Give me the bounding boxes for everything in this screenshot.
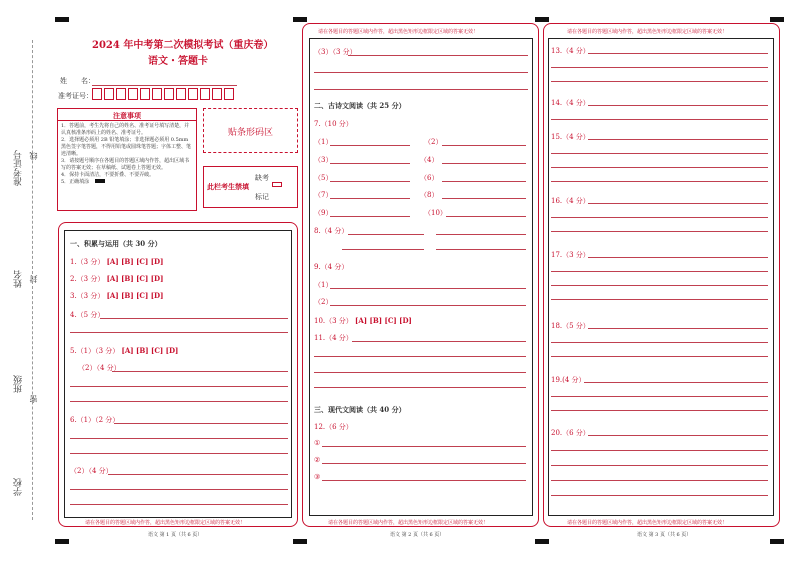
q6a: 6.（1）（2 分） [70,416,120,424]
q-3: （3）（3 分） [314,48,357,56]
answer-line[interactable] [551,342,768,343]
notice-title: 注意事项 [113,111,141,120]
q12-2-label: ② [314,456,321,464]
position-mark [770,17,784,22]
q7-10-label: （10） [424,209,447,217]
answer-line[interactable] [551,495,768,496]
warning-bottom-2: 请在各题目的答题区域内作答，超出黑色矩形边框限定区域的答案无效！ [328,520,489,526]
q1[interactable]: 1.（3 分） [A] [B] [C] [D] [70,257,164,266]
answer-line[interactable] [70,401,288,402]
q17: 17.（3 分） [551,251,590,259]
q5b: （2）（4 分） [78,364,121,372]
q9: 9.（4 分） [314,263,349,271]
answer-line[interactable] [551,167,768,168]
q7-3-label: （3） [314,156,333,164]
answer-line[interactable] [70,453,288,454]
answer-line[interactable] [584,382,768,383]
answer-line[interactable] [70,438,288,439]
answer-line[interactable] [551,396,768,397]
q7-2-label: （2） [424,138,443,146]
absent-checkbox[interactable] [272,182,282,187]
q11: 11.（4 分） [314,334,353,342]
answer-line[interactable] [70,386,288,387]
answer-line[interactable] [330,198,410,199]
answer-line[interactable] [588,139,768,140]
notice-list [61,123,193,186]
answer-frame-3 [548,38,774,516]
answer-line[interactable] [588,328,768,329]
answer-line[interactable] [551,299,768,300]
sidebar-class: 班级 [14,375,24,393]
position-mark [770,539,784,544]
q15: 15.（4 分） [551,133,590,141]
answer-line[interactable] [70,504,288,505]
q7-5-label: （5） [314,174,333,182]
q7-1-label: （1） [314,138,333,146]
answer-line[interactable] [442,198,526,199]
answer-line[interactable] [352,341,526,342]
answer-line[interactable] [551,271,768,272]
answer-line[interactable] [551,217,768,218]
sidebar-line: 线 [29,152,38,160]
filled-sample-icon [95,179,105,183]
answer-line[interactable] [446,216,526,217]
position-mark [535,17,549,22]
answer-line[interactable] [551,81,768,82]
answer-line[interactable] [70,332,288,333]
q14: 14.（4 分） [551,99,590,107]
answer-line[interactable] [108,474,288,475]
q10[interactable]: 10.（3 分） [A] [B] [C] [D] [314,316,412,325]
answer-line[interactable] [588,435,768,436]
answer-line[interactable] [588,53,768,54]
answer-line[interactable] [330,163,410,164]
page-footer-2: 语文 第 2 页（共 6 页） [390,532,445,538]
q19: 19.(4 分） [551,376,586,384]
q7-9-label: （9） [314,209,333,217]
answer-line[interactable] [314,372,526,373]
name-label: 姓 名： [60,77,95,85]
q7: 7.（10 分） [314,120,353,128]
answer-line[interactable] [314,356,526,357]
section-2-title: 二、古诗文阅读（共 25 分） [314,101,406,110]
sidebar-secret: 密 [29,395,38,403]
absent-a: 缺考 [255,174,269,182]
warning-bottom-3: 请在各题目的答题区域内作答，超出黑色矩形边框限定区域的答案无效！ [567,520,728,526]
notice-item: 5．正确填涂 [61,179,90,185]
q7-7-label: （7） [314,191,333,199]
q6b: （2）（4 分） [70,467,113,475]
answer-line[interactable] [551,119,768,120]
q9-1-label: （1） [314,281,333,289]
sidebar-name: 姓名 [14,270,24,288]
barcode-label: 贴条形码区 [227,128,273,138]
answer-line[interactable] [551,465,768,466]
q3[interactable]: 3.（3 分） [A] [B] [C] [D] [70,291,164,300]
answer-line[interactable] [348,234,424,235]
sidebar-school: 学校 [14,478,24,496]
absent-box [203,166,298,208]
answer-line[interactable] [314,72,528,73]
q12: 12.（6 分） [314,423,353,431]
q7-8-label: （8） [420,191,439,199]
page-subtitle: 语文・答题卡 [148,56,208,67]
answer-line[interactable] [551,67,768,68]
answer-line[interactable] [588,257,768,258]
notice-box [57,108,197,211]
answer-line[interactable] [436,249,526,250]
notice-item: 4．保持卡面清洁，不要折叠、不要弄破。 [61,172,155,178]
answer-line[interactable] [330,216,410,217]
section-1-title: 一、积累与运用（共 30 分） [70,239,162,248]
q7-6-label: （6） [420,174,439,182]
q8: 8.（4 分） [314,227,349,235]
answer-line[interactable] [112,371,288,372]
exam-no-label: 准考证号： [58,92,93,100]
answer-line[interactable] [330,145,410,146]
page-footer-1: 语文 第 1 页（共 6 页） [148,532,203,538]
q5a[interactable]: 5.（1）（3 分） [A] [B] [C] [D] [70,346,179,355]
warning-top-3: 请在各题目的答题区域内作答，超出黑色矩形边框限定区域的答案无效！ [567,29,728,35]
answer-line[interactable] [330,181,410,182]
warning-top-2: 请在各题目的答题区域内作答，超出黑色矩形边框限定区域的答案无效！ [318,29,479,35]
answer-line[interactable] [551,181,768,182]
name-field[interactable] [92,85,237,86]
answer-line[interactable] [70,489,288,490]
absent-label: 此栏考生禁填 [207,182,249,191]
q13: 13.（4 分） [551,47,590,55]
notice-item: 2．选择题必须用 2B 铅笔填涂；非选择题必须用 0.5mm 黑色签字笔答题，不得用铅笔或圆珠笔答题；字体工整、笔迹清晰。 [61,137,192,157]
answer-line[interactable] [551,153,768,154]
answer-line[interactable] [442,181,526,182]
position-mark [55,539,69,544]
answer-line[interactable] [314,387,526,388]
answer-line[interactable] [588,203,768,204]
answer-line[interactable] [551,356,768,357]
position-mark [293,17,307,22]
warning-bottom-1: 请在各题目的答题区域内作答，超出黑色矩形边框限定区域的答案无效！ [85,520,246,526]
q9-2-label: （2） [314,298,333,306]
answer-line[interactable] [342,249,424,250]
answer-line[interactable] [330,305,526,306]
notice-item: 3．请按题号顺序在各题目的答题区域内作答，超出区域书写的答案无效；在草稿纸、试题卷上答题无效。 [61,158,190,171]
section-3-title: 三、现代文阅读（共 40 分） [314,405,406,414]
q4: 4.（5 分） [70,311,105,319]
q20: 20.（6 分） [551,429,590,437]
answer-line[interactable] [322,480,526,481]
answer-line[interactable] [442,145,526,146]
answer-line[interactable] [442,163,526,164]
answer-line[interactable] [551,285,768,286]
answer-line[interactable] [322,463,526,464]
answer-line[interactable] [322,446,526,447]
answer-line[interactable] [551,480,768,481]
answer-line[interactable] [551,450,768,451]
sidebar-exam-no: 准考证号 [14,150,24,186]
sidebar-seal: 封 [29,275,38,283]
answer-line[interactable] [588,105,768,106]
q2[interactable]: 2.（3 分） [A] [B] [C] [D] [70,274,164,283]
answer-line[interactable] [551,410,768,411]
answer-line[interactable] [314,89,528,90]
absent-b: 标记 [255,193,269,201]
answer-line[interactable] [100,318,288,319]
answer-line[interactable] [436,234,526,235]
answer-line[interactable] [114,423,288,424]
page-title: 2024 年中考第二次模拟考试（重庆卷） [92,40,274,51]
position-mark [55,17,69,22]
notice-item: 1．答题前，考生先将自己的姓名、准考证号填写清楚，并认真核准条形码上的姓名、准考证号。 [61,123,190,136]
answer-line[interactable] [330,288,526,289]
answer-line[interactable] [348,55,528,56]
page-footer-3: 语文 第 3 页（共 6 页） [637,532,692,538]
position-mark [293,539,307,544]
q12-3-label: ③ [314,473,321,481]
answer-line[interactable] [551,231,768,232]
q16: 16.（4 分） [551,197,590,205]
q18: 18.（5 分） [551,322,590,330]
position-mark [535,539,549,544]
barcode-area [203,108,298,153]
q12-1-label: ① [314,439,321,447]
q7-4-label: （4） [420,156,439,164]
